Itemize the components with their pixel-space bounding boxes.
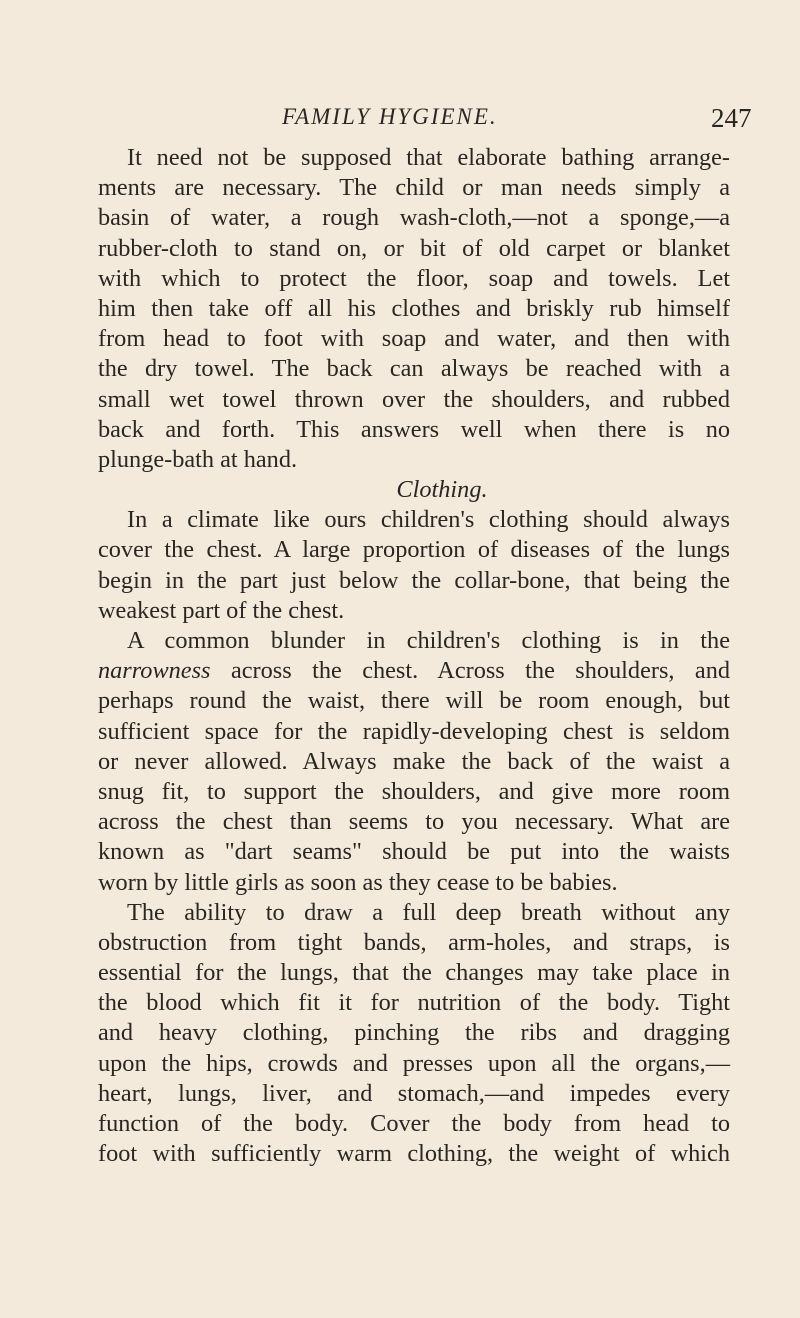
- text-line: obstruction from tight bands, arm-holes, and straps, is: [98, 928, 730, 956]
- body-text: [98, 143, 730, 1169]
- emphasized-word: narrowness: [98, 657, 211, 685]
- text-line: or never allowed. Always make the back of the waist a: [98, 747, 730, 775]
- text-line: begin in the part just below the collar-bone, that being the: [98, 566, 730, 594]
- page-number: 247: [711, 103, 752, 133]
- text-line: essential for the lungs, that the changes may take place in: [98, 959, 730, 987]
- page-header: [0, 104, 800, 138]
- text-line: him then take off all his clothes and briskly rub himself: [98, 294, 730, 322]
- text-line: from head to foot with soap and water, and then with: [98, 325, 730, 353]
- text-line: foot with sufficiently warm clothing, the weight of which: [98, 1140, 730, 1168]
- text-line: heart, lungs, liver, and stomach,—and impedes every: [98, 1079, 730, 1107]
- text-line: worn by little girls as soon as they cease to be babies.: [98, 868, 618, 896]
- text-line: with which to protect the floor, soap and towels. Let: [98, 264, 730, 292]
- text-line: perhaps round the waist, there will be room enough, but: [98, 687, 730, 715]
- text-line: upon the hips, crowds and presses upon all the organs,—: [98, 1049, 730, 1077]
- text-line: A common blunder in children's clothing is in the: [127, 627, 730, 654]
- text-line: rubber-cloth to stand on, or bit of old carpet or blanket: [98, 234, 730, 262]
- text-line: back and forth. This answers well when there is no: [98, 415, 730, 443]
- text-line: [98, 656, 730, 686]
- text-line: and heavy clothing, pinching the ribs and dragging: [98, 1019, 730, 1047]
- text-line: weakest part of the chest.: [98, 596, 345, 624]
- text-line: sufficient space for the rapidly-developing chest is seldom: [98, 717, 730, 745]
- text-line: the dry towel. The back can always be reached with a: [98, 355, 730, 383]
- text-line: snug fit, to support the shoulders, and give more room: [98, 777, 730, 805]
- text-line: In a climate like ours children's clothing should always: [127, 506, 730, 534]
- text-line: small wet towel thrown over the shoulders, and rubbed: [98, 385, 730, 413]
- text-line: known as "dart seams" should be put into the waists: [98, 838, 730, 866]
- text-fragment: across the chest. Across the shoulders, and: [210, 657, 730, 685]
- text-line: It need not be supposed that elaborate bathing arrange-: [127, 144, 730, 171]
- text-line: cover the chest. A large proportion of diseases of the lungs: [98, 536, 730, 564]
- text-line: the blood which fit it for nutrition of the body. Tight: [98, 989, 730, 1017]
- text-line: across the chest than seems to you necessary. What are: [98, 808, 730, 836]
- text-line: ments are necessary. The child or man needs simply a: [98, 174, 730, 202]
- text-line: plunge-bath at hand.: [98, 445, 298, 473]
- running-title: FAMILY HYGIENE.: [282, 104, 498, 129]
- text-line: function of the body. Cover the body from head to: [98, 1110, 730, 1137]
- text-line: The ability to draw a full deep breath without any: [127, 898, 730, 926]
- text-line: basin of water, a rough wash-cloth,—not a sponge,—a: [98, 204, 730, 232]
- section-heading-clothing: Clothing.: [396, 476, 488, 504]
